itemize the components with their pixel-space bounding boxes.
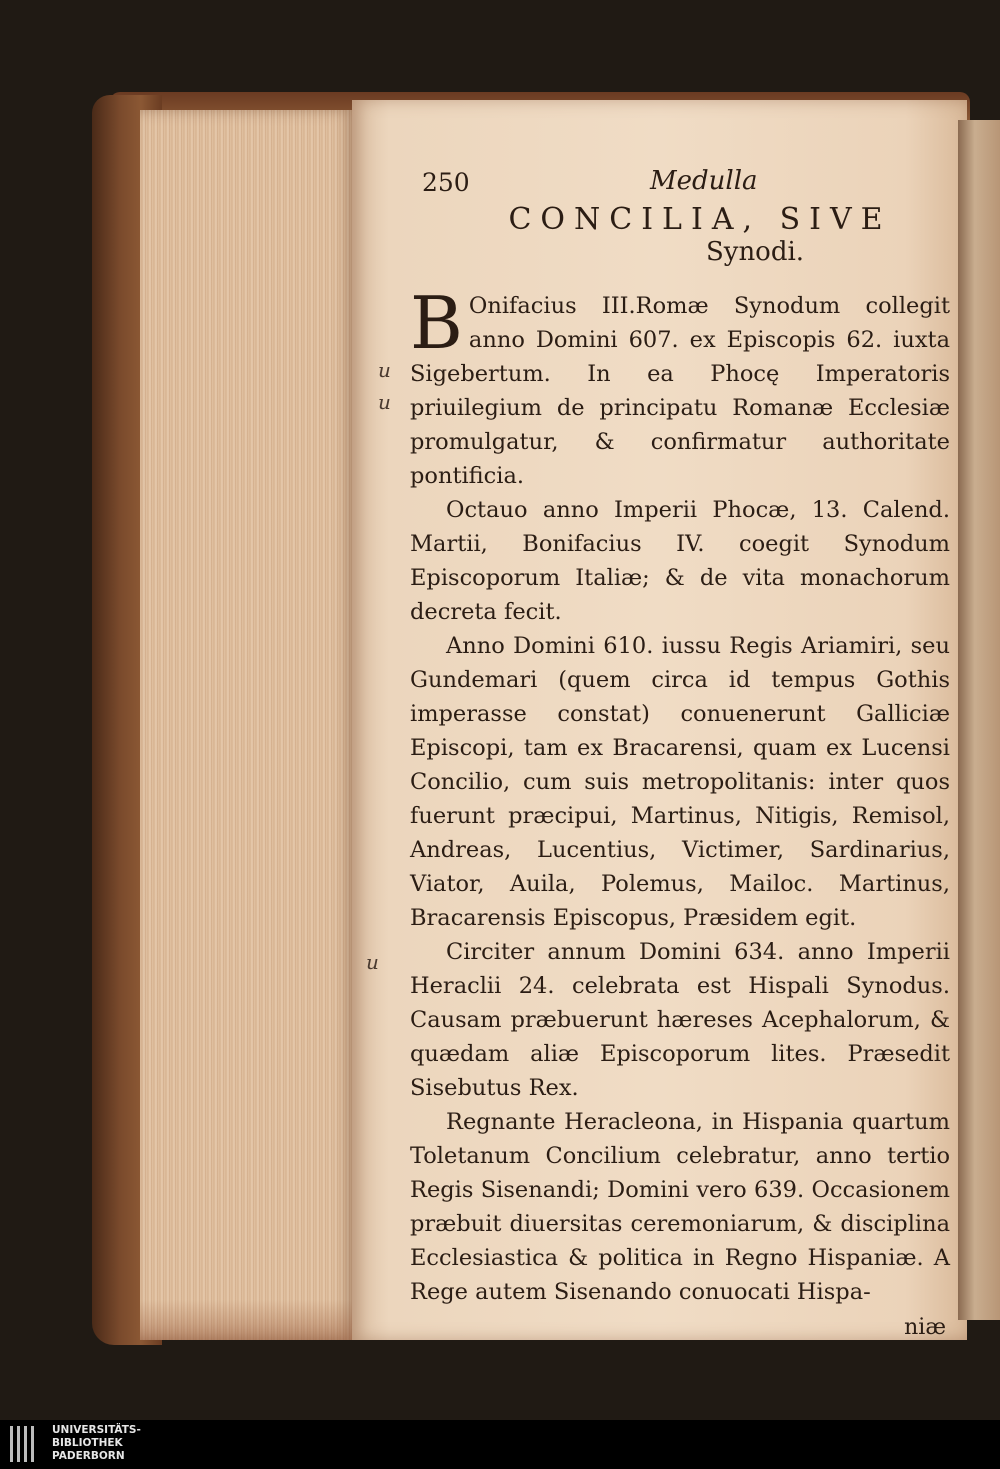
margin-annotation: u: [378, 390, 391, 414]
section-title: CONCILIA, SIVE: [508, 202, 892, 237]
page-edge-shadow: [140, 1300, 355, 1340]
page-number: 250: [422, 168, 470, 197]
library-name: [52, 1424, 141, 1463]
page-header: [400, 160, 960, 200]
facing-page-edge: [958, 120, 1000, 1320]
paragraph: Octauo anno Imperii Phocæ, 13. Calend. Martii, Bonifacius IV. coegit Synodum Episcoporum Italiæ; & de vita monachorum decreta fecit.: [410, 497, 950, 625]
paragraph: Regnante Heracleona, in Hispania quartum Toletanum Concilium celebratur, anno tertio Regis Sisenandi; Domini vero 639. Occasionem præbuit diuersitas ceremoniarum, & disciplina Ecclesiastica & politica in Regno Hispaniæ. A Rege autem Sisenando conuocati Hispa-: [410, 1109, 950, 1305]
body-text: [400, 281, 950, 1345]
library-logo-icon: [10, 1426, 46, 1462]
running-head: Medulla: [650, 166, 758, 196]
paragraph-text: Onifacius III.Romæ Synodum collegit anno Domini 607. ex Episcopis 62. iuxta Sigebertum. In ea Phocę Imperatoris priuilegium de principatu Romanæ Ecclesiæ promulgatur, & confirmatur authoritate pontificia.: [410, 293, 950, 489]
margin-annotation: u: [366, 950, 379, 974]
page-text: [400, 160, 960, 1345]
library-name-line: UNIVERSITÄTS-: [52, 1424, 141, 1436]
library-name-line: PADERBORN: [52, 1450, 125, 1462]
paragraph: Circiter annum Domini 634. anno Imperii Heraclii 24. celebrata est Hispali Synodus. Causam præbuerunt hæreses Acephalorum, & quædam aliæ Episcoporum lites. Præsedit Sisebutus Rex.: [410, 939, 950, 1101]
paragraph: [410, 281, 950, 493]
catchword: niæ: [904, 1315, 946, 1340]
section-subtitle: Synodi.: [705, 237, 805, 267]
drop-cap: B: [410, 281, 463, 365]
library-name-line: BIBLIOTHEK: [52, 1437, 123, 1449]
paragraph: Anno Domini 610. iussu Regis Ariamiri, seu Gundemari (quem circa id tempus Gothis imperasse constat) conuenerunt Galliciæ Episcopi, tam ex Bracarensi, quam ex Lucensi Concilio, cum suis metropolitanis: inter quos fuerunt præcipui, Martinus, Nitigis, Remisol, Andreas, Lucentius, Victimer, Sardinarius, Viator, Auila, Polemus, Mailoc. Martinus, Bracarensis Episcopus, Præsidem egit.: [410, 633, 950, 931]
page-block-edges: [140, 110, 355, 1340]
library-footer: [0, 1420, 1000, 1469]
margin-annotation: u: [378, 358, 391, 382]
